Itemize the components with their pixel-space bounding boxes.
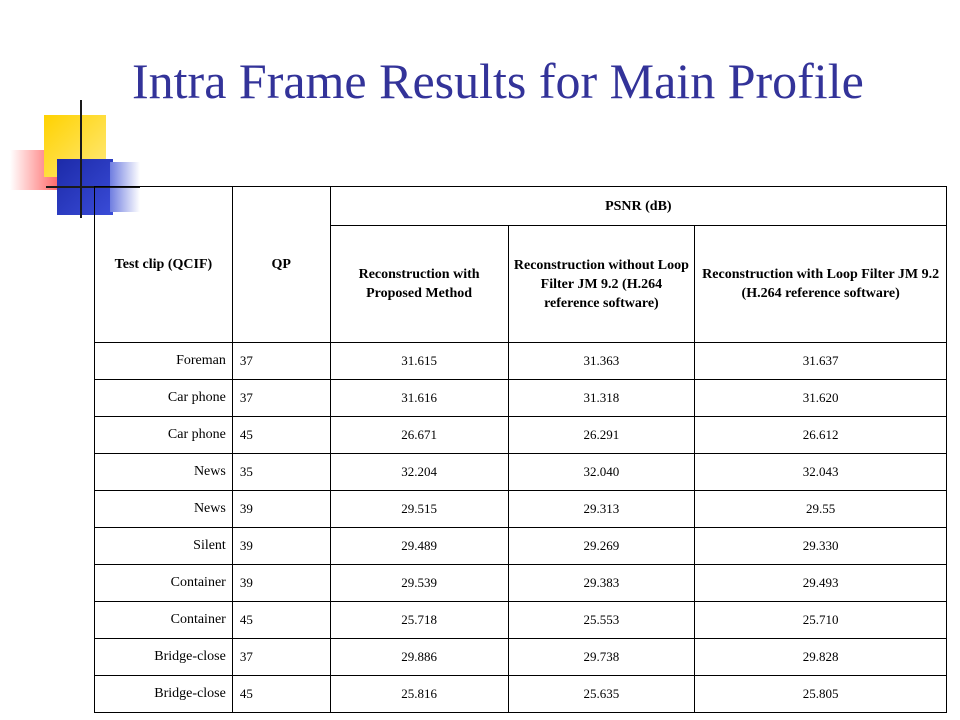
psnr-without-cell: 31.363 (508, 343, 695, 380)
psnr-with-cell: 25.710 (695, 602, 947, 639)
vertical-divider-line (80, 100, 82, 218)
qp-cell: 45 (232, 417, 330, 454)
table-row (95, 343, 947, 380)
psnr-with-cell: 29.828 (695, 639, 947, 676)
clip-cell: Car phone (95, 417, 233, 454)
qp-cell: 45 (232, 676, 330, 713)
table-row (95, 676, 947, 713)
psnr-proposed-cell: 25.816 (330, 676, 508, 713)
psnr-proposed-cell: 26.671 (330, 417, 508, 454)
qp-cell: 39 (232, 491, 330, 528)
table-body (95, 343, 947, 713)
clip-cell: Bridge-close (95, 639, 233, 676)
clip-cell: Container (95, 565, 233, 602)
table-row (95, 454, 947, 491)
clip-cell: Bridge-close (95, 676, 233, 713)
psnr-proposed-cell: 29.539 (330, 565, 508, 602)
psnr-proposed-cell: 31.616 (330, 380, 508, 417)
qp-cell: 39 (232, 528, 330, 565)
clip-cell: News (95, 491, 233, 528)
table-row (95, 380, 947, 417)
psnr-proposed-cell: 29.489 (330, 528, 508, 565)
header-proposed: Reconstruction with Proposed Method (330, 226, 508, 343)
psnr-with-cell: 25.805 (695, 676, 947, 713)
qp-cell: 37 (232, 343, 330, 380)
psnr-proposed-cell: 32.204 (330, 454, 508, 491)
header-with-loop-filter: Reconstruction with Loop Filter JM 9.2 (H.264 reference software) (695, 226, 947, 343)
header-test-clip: Test clip (QCIF) (95, 187, 233, 343)
qp-cell: 37 (232, 380, 330, 417)
table-row (95, 565, 947, 602)
psnr-with-cell: 31.620 (695, 380, 947, 417)
clip-cell: News (95, 454, 233, 491)
qp-cell: 39 (232, 565, 330, 602)
slide-title: Intra Frame Results for Main Profile (132, 53, 864, 109)
psnr-proposed-cell: 29.515 (330, 491, 508, 528)
psnr-proposed-cell: 31.615 (330, 343, 508, 380)
clip-cell: Foreman (95, 343, 233, 380)
qp-cell: 37 (232, 639, 330, 676)
psnr-without-cell: 25.635 (508, 676, 695, 713)
results-table (94, 186, 947, 713)
psnr-with-cell: 32.043 (695, 454, 947, 491)
psnr-with-cell: 29.330 (695, 528, 947, 565)
psnr-without-cell: 29.383 (508, 565, 695, 602)
psnr-without-cell: 25.553 (508, 602, 695, 639)
table-header-row (95, 187, 947, 226)
psnr-proposed-cell: 29.886 (330, 639, 508, 676)
psnr-proposed-cell: 25.718 (330, 602, 508, 639)
table-row (95, 417, 947, 454)
clip-cell: Car phone (95, 380, 233, 417)
table-row (95, 639, 947, 676)
psnr-without-cell: 29.313 (508, 491, 695, 528)
psnr-without-cell: 26.291 (508, 417, 695, 454)
qp-cell: 35 (232, 454, 330, 491)
psnr-with-cell: 29.493 (695, 565, 947, 602)
header-without-loop-filter: Reconstruction without Loop Filter JM 9.2 (H.264 reference software) (508, 226, 695, 343)
table-row (95, 528, 947, 565)
clip-cell: Silent (95, 528, 233, 565)
table-row (95, 491, 947, 528)
header-psnr-group: PSNR (dB) (330, 187, 946, 226)
psnr-without-cell: 31.318 (508, 380, 695, 417)
psnr-with-cell: 31.637 (695, 343, 947, 380)
table-row (95, 602, 947, 639)
header-qp: QP (232, 187, 330, 343)
psnr-with-cell: 29.55 (695, 491, 947, 528)
psnr-without-cell: 32.040 (508, 454, 695, 491)
psnr-with-cell: 26.612 (695, 417, 947, 454)
psnr-without-cell: 29.269 (508, 528, 695, 565)
clip-cell: Container (95, 602, 233, 639)
psnr-without-cell: 29.738 (508, 639, 695, 676)
qp-cell: 45 (232, 602, 330, 639)
